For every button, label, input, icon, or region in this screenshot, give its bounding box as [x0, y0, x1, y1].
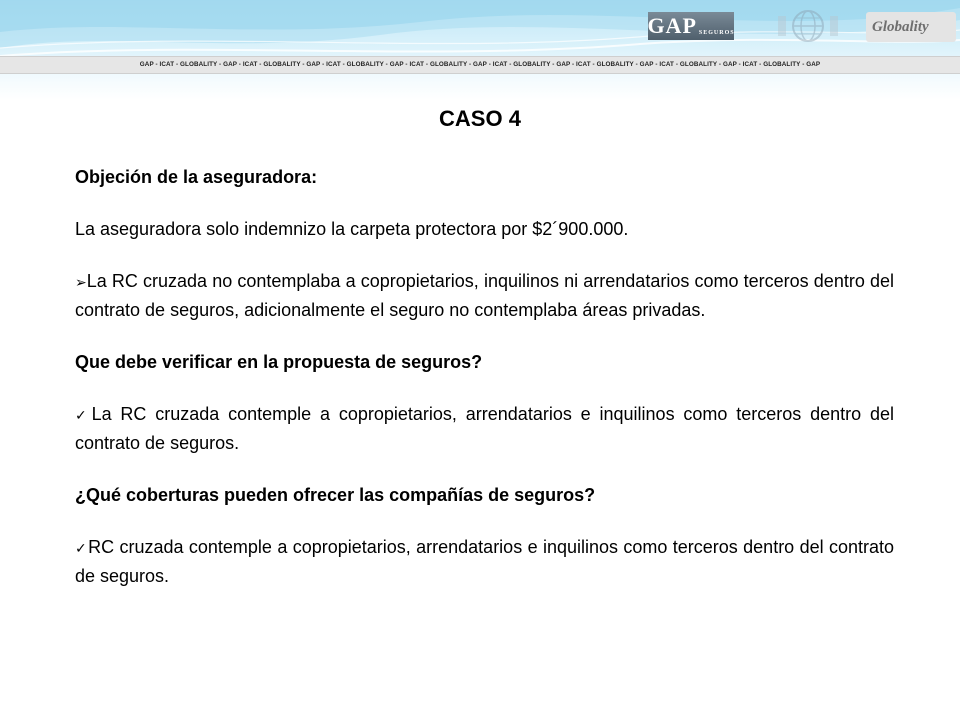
coverage-bullet	[75, 533, 894, 590]
verify-bullet	[75, 400, 894, 457]
coverage-bullet-text: RC cruzada contemple a copropietarios, arrendatarios e inquilinos como terceros dentro del contrato de seguros.	[75, 537, 895, 586]
gap-logo: GAP SEGUROS	[647, 13, 735, 38]
verify-bullet-text: La RC cruzada contemple a copropietarios, arrendatarios e inquilinos como terceros dentro del contrato de seguros.	[75, 404, 895, 453]
slide-body	[75, 163, 894, 590]
icat-globe-logo	[776, 8, 840, 44]
objection-bullet	[75, 267, 894, 324]
verify-heading: Que debe verificar en la propuesta de seguros?	[75, 352, 483, 372]
coverage-heading: ¿Qué coberturas pueden ofrecer las compañías de seguros?	[75, 485, 596, 505]
objection-heading: Objeción de la aseguradora:	[75, 167, 318, 187]
globality-logo: Globality	[866, 12, 956, 42]
check-bullet-icon: ✓	[75, 407, 91, 423]
check-bullet-icon: ✓	[75, 540, 88, 556]
arrow-bullet-icon: ➢	[75, 274, 87, 290]
slide-title: CASO 4	[439, 106, 521, 131]
objection-bullet-text: La RC cruzada no contemplaba a copropietarios, inquilinos ni arrendatarios como terceros dentro del contrato de seguros, adicionalmente el seguro no contemplaba áreas privadas.	[75, 271, 894, 320]
slide-header	[0, 0, 960, 100]
header-brand-strip: GAP - ICAT - GLOBALITY - GAP - ICAT - GLOBALITY - GAP - ICAT - GLOBALITY - GAP - ICAT - GLOBALITY - GAP - ICAT - GLOBALITY - GAP - ICAT - GLOBALITY - GAP - ICAT - GLOBALITY - GAP - ICAT - GLOBALITY - GAP	[0, 56, 960, 74]
indemnity-paragraph: La aseguradora solo indemnizo la carpeta protectora por $2´900.000.	[75, 219, 629, 239]
